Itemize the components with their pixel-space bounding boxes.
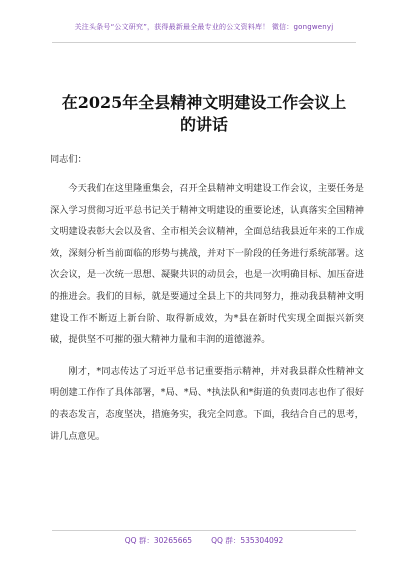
document-body	[50, 152, 364, 457]
title-line-1: 在2025年全县精神文明建设工作会议上	[61, 93, 347, 112]
header-divider	[52, 42, 356, 43]
footer-divider	[52, 530, 356, 531]
title-line-2: 的讲话	[179, 115, 228, 134]
page-header-banner: 关注头条号“公文研究”，获得最新最全最专业的公文资料库！ 微信：gongwenyj	[74, 23, 334, 31]
salutation: 同志们：	[50, 154, 87, 165]
body-paragraph-1: 今天我们在这里隆重集会，召开全县精神文明建设工作会议，主要任务是深入学习贯彻习近平总书记关于精神文明建设的重要论述，认真落实全国精神文明建设表彰大会以及省、全市相关会议精神，全面总结我县近年来的工作成效，深刻分析当前面临的形势与挑战，并对下一阶段的任务进行系统部署。这次会议，是一次统一思想、凝聚共识的动员会，也是一次明确目标、加压奋进的推进会。我们的目标，就是要通过全县上下的共同努力，推动我县精神文明建设工作不断迈上新台阶、取得新成效，为*县在新时代实现全面振兴新突破，提供坚不可摧的强大精神力量和丰润的道德滋养。	[50, 183, 364, 346]
document-title	[40, 92, 368, 136]
page-footer-contacts: QQ 群：30265665 QQ 群：535304092	[124, 536, 284, 545]
body-paragraph-2: 刚才，*同志传达了习近平总书记重要指示精神，并对我县群众性精神文明创建工作作了具体部署，*局、*局、*执法队和*街道的负责同志也作了很好的表态发言，态度坚决，措施务实，我完全同意。下面，我结合自己的思考，讲几点意见。	[50, 365, 364, 442]
